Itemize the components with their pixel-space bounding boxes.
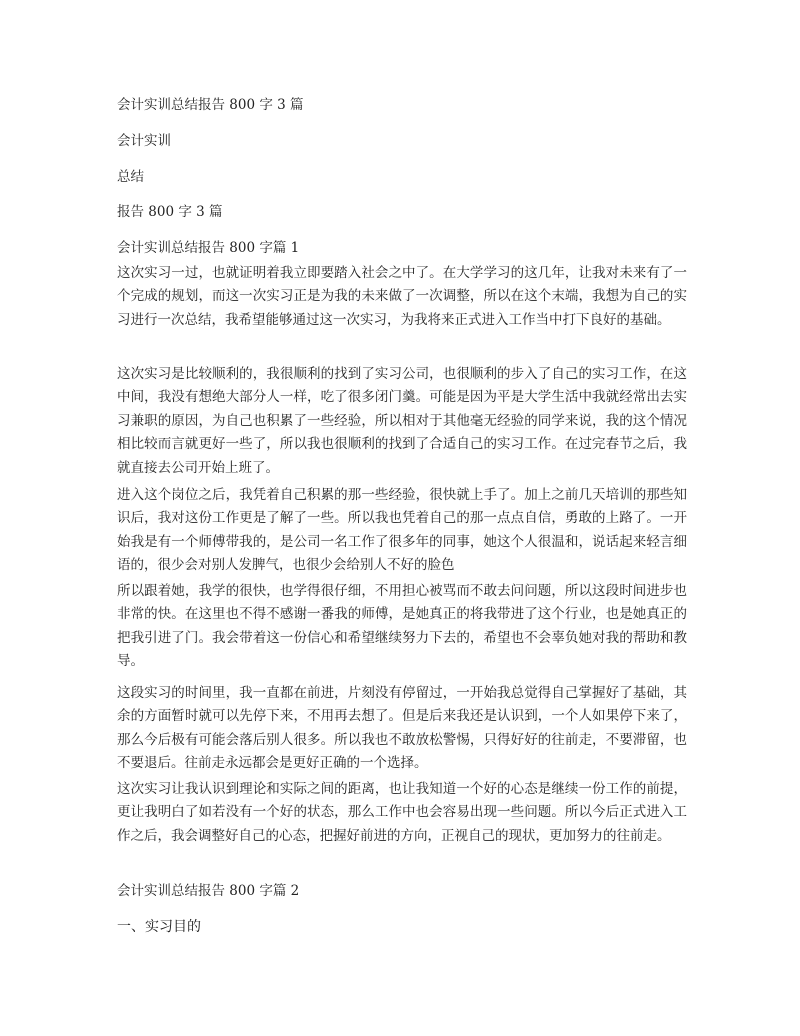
subtitle-line-1: 会计实训 xyxy=(117,133,171,149)
paragraph-2: 这次实习是比较顺利的，我很顺利的找到了实习公司，也很顺利的步入了自己的实习工作，在这中间，我没有想绝大部分人一样，吃了很多闭门羹。可能是因为平是大学生活中我就经常出去实习兼职的原因，为自己也积累了一些经验，所以相对于其他毫无经验的同学来说，我的这个情况相比较而言就更好一些了，所以我也很顺利的找到了合适自己的实习工作。在过完春节之后，我就直接去公司开始上班了。 xyxy=(117,366,687,476)
subtitle-line-2: 总结 xyxy=(117,169,144,185)
document-title: 会计实训总结报告 800 字 3 篇 xyxy=(117,97,304,113)
paragraph-6: 这次实习让我认识到理论和实际之间的距离，也让我知道一个好的心态是继续一份工作的前提，更让我明白了如若没有一个好的状态，那么工作中也会容易出现一些问题。所以今后正式进入工作之后，我会调整好自己的心态，把握好前进的方向，正视自己的现状，更加努力的往前走。 xyxy=(117,781,687,844)
paragraph-3: 进入这个岗位之后，我凭着自己积累的那一些经验，很快就上手了。加上之前几天培训的那些知识后，我对这份工作更是了解了一些。所以我也凭着自己的那一点点自信，勇敢的上路了。一开始我是有一个师傅带我的，是公司一名工作了很多年的同事，她这个人很温和，说话起来轻言细语的，很少会对别人发脾气，也很少会给别人不好的脸色 xyxy=(117,487,687,574)
paragraph-5: 这段实习的时间里，我一直都在前进，片刻没有停留过，一开始我总觉得自己掌握好了基础，其余的方面暂时就可以先停下来，不用再去想了。但是后来我还是认识到，一个人如果停下来了，那么今后极有可能会落后别人很多。所以我也不敢放松警惕，只得好好的往前走，不要滞留，也不要退后。往前走永远都会是更好正确的一个选择。 xyxy=(117,685,687,772)
paragraph-1: 这次实习一过，也就证明着我立即要踏入社会之中了。在大学学习的这几年，让我对未来有了一个完成的规划，而这一次实习正是为我的未来做了一次调整，所以在这个末端，我想为自己的实习进行一次总结，我希望能够通过这一次实习，为我将来正式进入工作当中打下良好的基础。 xyxy=(117,265,687,328)
section-1-heading: 会计实训总结报告 800 字篇 1 xyxy=(117,240,300,256)
subsection-heading: 一、实习目的 xyxy=(117,919,201,935)
section-2-heading: 会计实训总结报告 800 字篇 2 xyxy=(117,883,300,899)
subtitle-line-3: 报告 800 字 3 篇 xyxy=(117,204,223,220)
paragraph-4: 所以跟着她，我学的很快，也学得很仔细，不用担心被骂而不敢去问问题，所以这段时间进步也非常的快。在这里也不得不感谢一番我的师傅，是她真正的将我带进了这个行业，也是她真正的把我引进了门。我会带着这一份信心和希望继续努力下去的，希望也不会辜负她对我的帮助和教导。 xyxy=(117,583,687,670)
